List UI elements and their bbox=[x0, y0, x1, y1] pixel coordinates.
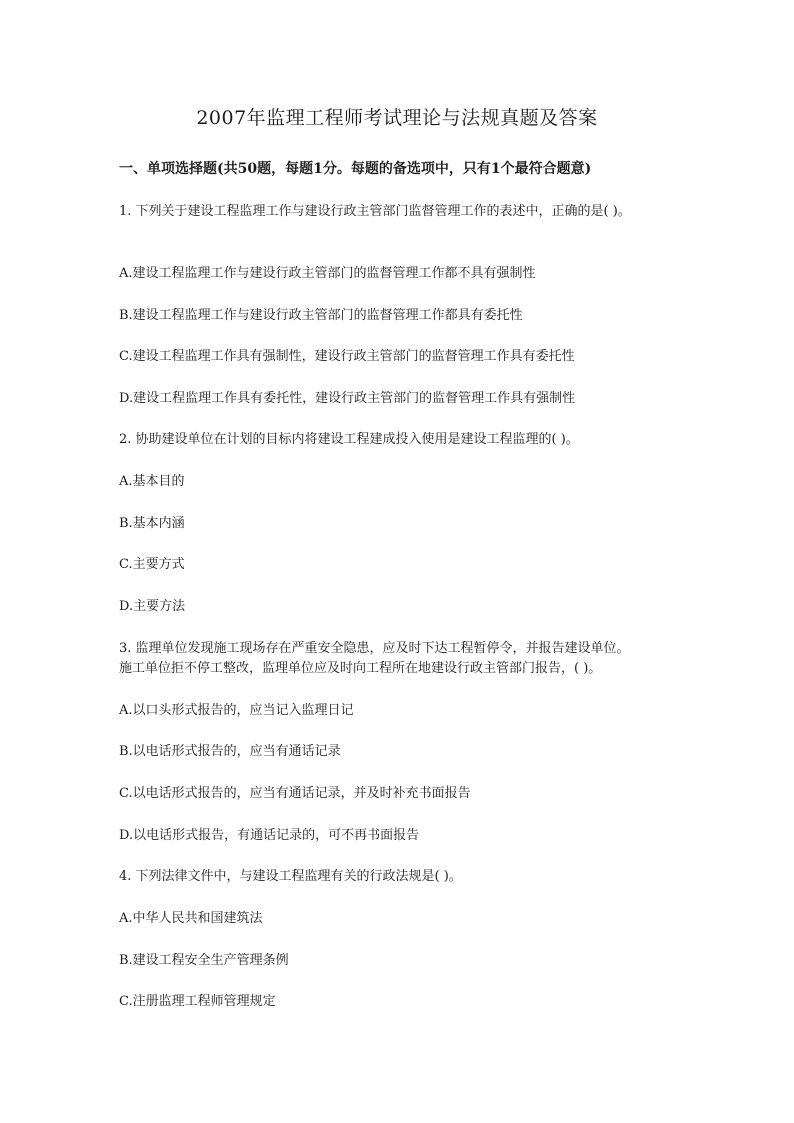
document-title: 2007年监理工程师考试理论与法规真题及答案 bbox=[196, 107, 598, 129]
question-1-option-a: A.建设工程监理工作与建设行政主管部门的监督管理工作都不具有强制性 bbox=[119, 266, 536, 281]
question-4-option-c: C.注册监理工程师管理规定 bbox=[119, 994, 276, 1009]
section-heading: 一、单项选择题(共50题，每题1分。每题的备选项中，只有1个最符合题意) bbox=[119, 161, 592, 177]
question-4-option-b: B.建设工程安全生产管理条例 bbox=[119, 953, 289, 968]
question-1-option-b: B.建设工程监理工作与建设行政主管部门的监督管理工作都具有委托性 bbox=[119, 308, 523, 323]
question-2-option-a: A.基本目的 bbox=[119, 474, 185, 489]
question-4-stem: 4. 下列法律文件中，与建设工程监理有关的行政法规是( )。 bbox=[119, 869, 462, 884]
question-3-stem-line-1: 3. 监理单位发现施工现场存在严重安全隐患，应及时下达工程暂停令，并报告建设单位。 bbox=[119, 641, 630, 656]
question-3-option-d: D.以电话形式报告，有通话记录的，可不再书面报告 bbox=[119, 828, 420, 843]
question-3-option-a: A.以口头形式报告的，应当记入监理日记 bbox=[119, 703, 354, 718]
question-3-option-c: C.以电话形式报告的，应当有通话记录，并及时补充书面报告 bbox=[119, 786, 471, 801]
question-1-option-c: C.建设工程监理工作具有强制性，建设行政主管部门的监督管理工作具有委托性 bbox=[119, 349, 575, 364]
question-2-stem: 2. 协助建设单位在计划的目标内将建设工程建成投入使用是建设工程监理的( )。 bbox=[119, 432, 579, 447]
question-1-option-d: D.建设工程监理工作具有委托性，建设行政主管部门的监督管理工作具有强制性 bbox=[119, 391, 576, 406]
question-3-stem-line-2: 施工单位拒不停工整改，监理单位应及时向工程所在地建设行政主管部门报告，( )。 bbox=[119, 661, 602, 676]
question-1-stem: 1. 下列关于建设工程监理工作与建设行政主管部门监督管理工作的表述中，正确的是( )。 bbox=[119, 204, 631, 219]
question-3-option-b: B.以电话形式报告的，应当有通话记录 bbox=[119, 744, 341, 759]
question-4-option-a: A.中华人民共和国建筑法 bbox=[119, 911, 263, 926]
question-2-option-c: C.主要方式 bbox=[119, 557, 185, 572]
question-2-option-b: B.基本内涵 bbox=[119, 516, 185, 531]
question-2-option-d: D.主要方法 bbox=[119, 599, 186, 614]
